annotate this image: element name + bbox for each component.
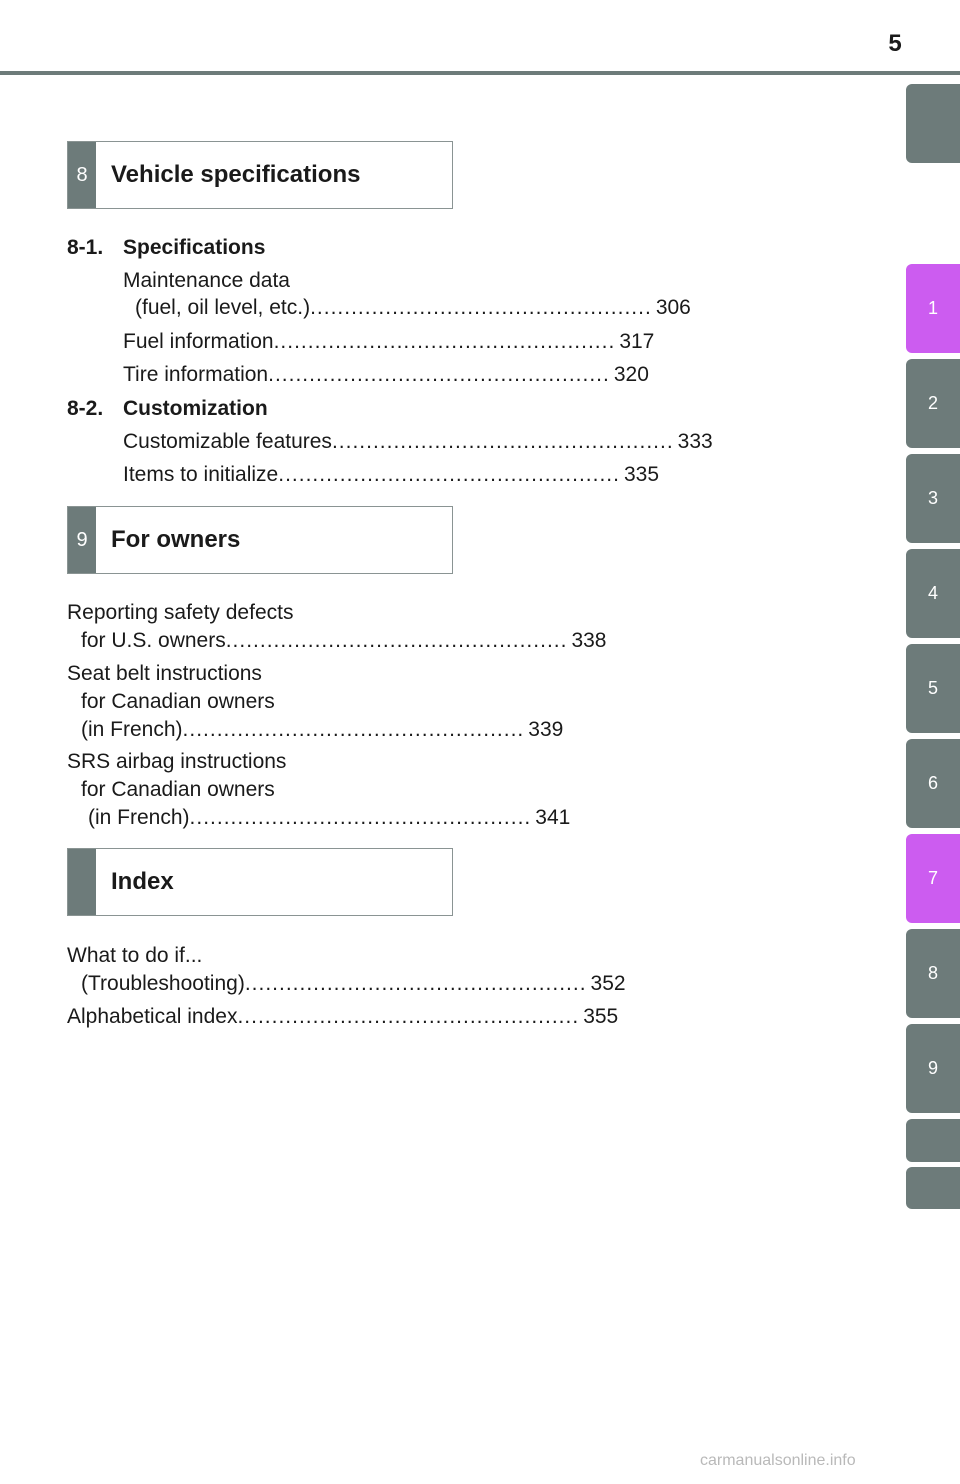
chapter-tab-blank-3[interactable] [906,1167,960,1209]
section-header-vehicle-specifications [67,141,453,209]
toc-entry-text: Fuel information [123,330,274,353]
chapter-tab-4[interactable]: 4 [906,549,960,638]
toc-entry-maintenance-data[interactable] [135,294,691,322]
subsection-code: 8-2. [67,397,104,420]
watermark: carmanualsonline.info [700,1452,856,1469]
leader-dots: .................................................. [278,463,620,486]
leader-dots: .................................................. [237,1005,580,1028]
page-number: 5 [888,30,902,57]
toc-entry-troubleshooting[interactable] [81,970,626,998]
toc-page-number: 341 [535,806,571,829]
chapter-tab-1[interactable]: 1 [906,264,960,353]
toc-entry-text: (in French) [81,718,183,741]
toc-entry-text: Tire information [123,363,269,386]
subsection-title: Customization [123,397,268,420]
toc-entry-customizable-features[interactable] [123,428,713,456]
toc-entry-line: for Canadian owners [81,690,275,713]
leader-dots: .................................................. [244,972,587,995]
section-number [68,849,96,915]
chapter-tab-3[interactable]: 3 [906,454,960,543]
chapter-tab-8[interactable]: 8 [906,929,960,1018]
leader-dots: .................................................. [182,718,525,741]
leader-dots: .................................................. [225,629,568,652]
chapter-tab-7[interactable]: 7 [906,834,960,923]
toc-entry-line: Seat belt instructions [67,662,262,685]
toc-entry-line: SRS airbag instructions [67,750,287,773]
toc-entry-srs-airbag-instructions[interactable] [88,804,571,832]
section-title: Index [111,868,174,895]
toc-entry-line: What to do if... [67,944,203,967]
section-header-index [67,848,453,916]
toc-page-number: 333 [677,430,713,453]
toc-entry-line: for Canadian owners [81,778,275,801]
toc-page-number: 320 [613,363,649,386]
toc-entry-text: (Troubleshooting) [81,972,245,995]
toc-page-number: 352 [590,972,626,995]
section-number: 9 [68,507,96,573]
section-header-for-owners [67,506,453,574]
chapter-tab-9[interactable]: 9 [906,1024,960,1113]
toc-page-number: 317 [619,330,655,353]
toc-entry-seat-belt-instructions[interactable] [81,716,564,744]
toc-entry-reporting-safety-defects[interactable] [81,627,607,655]
section-title: For owners [111,526,241,553]
toc-entry-alphabetical-index[interactable] [67,1003,619,1031]
toc-page-number: 355 [583,1005,619,1028]
toc-page-number: 339 [528,718,564,741]
toc-entry-text: Customizable features [123,430,332,453]
chapter-tab-5[interactable]: 5 [906,644,960,733]
toc-page-number: 335 [623,463,660,486]
subsection-code: 8-1. [67,236,104,259]
chapter-tab-6[interactable]: 6 [906,739,960,828]
toc-entry-text: Items to initialize [123,463,279,486]
chapter-tab-blank[interactable] [906,84,960,163]
chapter-tab-2[interactable]: 2 [906,359,960,448]
toc-entry-tire-information[interactable] [123,361,649,389]
toc-entry-text: (in French) [88,806,190,829]
toc-page-number: 338 [571,629,607,652]
toc-page-number: 306 [655,296,691,319]
section-number: 8 [68,142,96,208]
chapter-tab-blank-2[interactable] [906,1119,960,1162]
section-title: Vehicle specifications [111,161,361,188]
chapter-tabs [906,0,960,1484]
leader-dots: .................................................. [273,330,616,353]
toc-entry-text: Alphabetical index [67,1005,238,1028]
header-rule [0,71,960,75]
toc-entry-items-to-initialize[interactable] [123,461,660,489]
leader-dots: .................................................. [331,430,674,453]
leader-dots: .................................................. [310,296,652,319]
leader-dots: .................................................. [268,363,610,386]
toc-entry-text: for U.S. owners [81,629,226,652]
leader-dots: .................................................. [189,806,532,829]
toc-entry-line: Reporting safety defects [67,601,294,624]
toc-entry-text: (fuel, oil level, etc.) [135,296,311,319]
toc-entry-line: Maintenance data [123,269,290,292]
toc-entry-fuel-information[interactable] [123,328,655,356]
subsection-title: Specifications [123,236,266,259]
